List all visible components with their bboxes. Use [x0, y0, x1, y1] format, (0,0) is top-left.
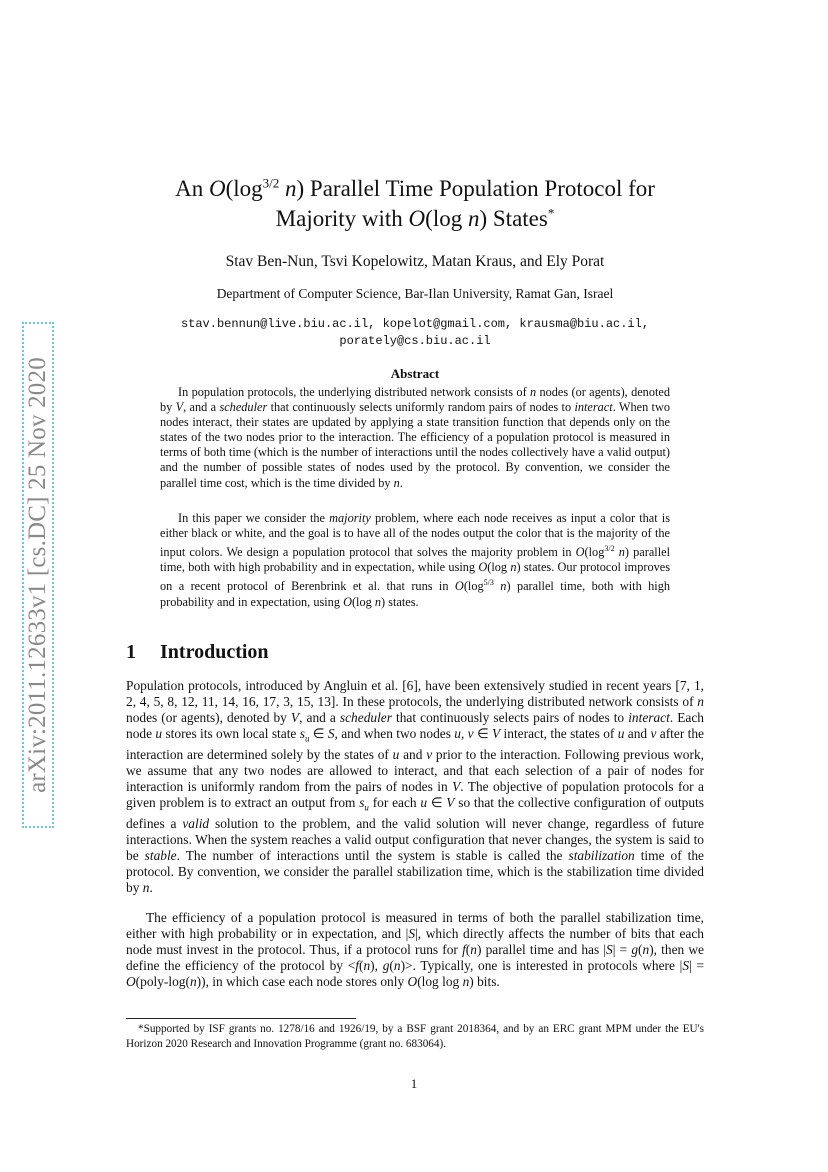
email-line-2: porately@cs.biu.ac.il: [339, 334, 491, 348]
author-list: Stav Ben-Nun, Tsvi Kopelowitz, Matan Kraus, and Ely Porat: [225, 253, 605, 270]
abstract-paragraph-1: In population protocols, the underlying distributed network consists of n nodes (or agents), denoted by V, and a scheduler that continuously selects uniformly random pairs of nodes to interact. When two nodes interact, their states are updated by applying a state transition function that depends only on the states of the two nodes prior to the interaction. The efficiency of a population protocol is measured in terms of both time (which is the number of interactions until the nodes collectively have a valid output) and the number of possible states of nodes used by the protocol. By convention, we consider the parallel time cost, which is the time divided by n.: [160, 385, 671, 490]
email-line-1: stav.bennun@live.biu.ac.il, kopelot@gmail.com, krausma@biu.ac.il,: [180, 317, 650, 331]
footnote-rule: [126, 1018, 356, 1019]
author-emails: [130, 316, 700, 350]
abstract-paragraph-2: In this paper we consider the majority problem, where each node receives as input a color that is either black or white, and the goal is to have all of the nodes output the color that is the majority of the input colors. We design a population protocol that solves the majority problem in $O(\log^{3/2}$ n) parallel time, both with high probability and in expectation, while using O(log n) states. Our protocol improves on a recent protocol of Berenbrink et al. that runs in $O(\log^{5/3}$ n) parallel time, both with high probability and in expectation, using O(log n) states.: [160, 511, 671, 609]
paper-title-line-1: An $O(\log^{3/2}$ n) Parallel Time Population Protocol for: [175, 175, 655, 201]
page-number: 1: [410, 1076, 418, 1091]
affiliation: Department of Computer Science, Bar-Ilan University, Ramat Gan, Israel: [216, 286, 614, 301]
section-number: 1: [126, 641, 136, 663]
footnote: *Supported by ISF grants no. 1278/16 and 1926/19, by a BSF grant 2018364, and by an ERC grant MPM under the EU's Horizon 2020 Research and Innovation Programme (grant no. 683064).: [126, 1023, 704, 1050]
arxiv-side-stamp: [22, 322, 54, 828]
paper-title-line-2: Majority with O(log n) States*: [275, 205, 555, 231]
section-title: Introduction: [160, 641, 269, 663]
arxiv-identifier: arXiv:2011.12633v1 [cs.DC] 25 Nov 2020: [24, 357, 51, 793]
intro-paragraph-2: The efficiency of a population protocol is measured in terms of both the parallel stabilization time, either with high probability or in expectation, and |S|, which directly affects the number of bits that each node must invest in the protocol. Thus, if a protocol runs for f(n) parallel time and has |S| = g(n), then we define the efficiency of the protocol by <f(n), g(n)>. Typically, one is interested in protocols where |S| = O(poly-log(n)), in which case each node stores only O(log log n) bits.: [126, 910, 705, 990]
abstract-heading: Abstract: [390, 366, 440, 381]
intro-paragraph-1: Population protocols, introduced by Angluin et al. [6], have been extensively studied in recent years [7, 1, 2, 4, 5, 8, 12, 11, 14, 16, 17, 3, 15, 13]. In these protocols, the underlying distributed network consists of n nodes (or agents), denoted by V, and a scheduler that continuously selects pairs of nodes to interact. Each node u stores its own local state $s_u$ ∈ S, and when two nodes u, v ∈ V interact, the states of u and v after the interaction are determined solely by the states of u and v prior to the interaction. Following previous work, we assume that any two nodes are allowed to interact, and that each selection of a pair of nodes for interaction is uniformly random from the pairs of nodes in V. The objective of population protocols for a given problem is to extract an output from $s_u$ for each u ∈ V so that the collective configuration of outputs defines a valid solution to the problem, and the valid solution will never change, regardless of future interactions. When the system reaches a valid output configuration that never changes, the system is said to be stable. The number of interactions until the system is stable is called the stabilization time of the protocol. By convention, we consider the parallel stabilization time, which is the stabilization time divided by n.: [126, 678, 705, 895]
section-heading-introduction: [126, 641, 269, 664]
